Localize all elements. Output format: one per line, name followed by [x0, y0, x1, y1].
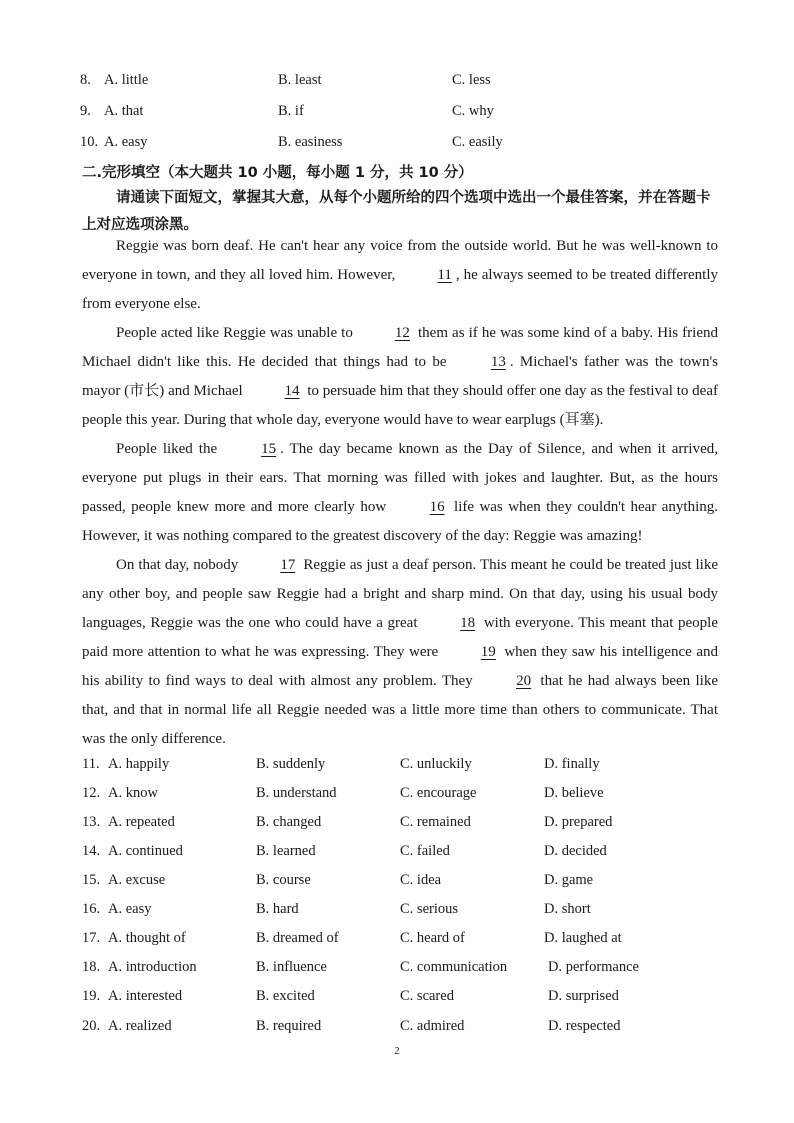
cloze-passage	[82, 232, 718, 754]
question-row-16	[82, 901, 722, 923]
blank-15: 15	[261, 441, 277, 457]
option-c: C. why	[452, 103, 494, 119]
option-d: D. prepared	[544, 814, 613, 830]
option-a: A. thought of	[108, 930, 186, 946]
question-number: 18.	[82, 959, 101, 975]
blank-17: 17	[280, 557, 296, 573]
option-c: C. less	[452, 72, 491, 88]
question-number: 19.	[82, 988, 101, 1004]
option-d: D. short	[544, 901, 591, 917]
option-b: B. easiness	[278, 134, 343, 150]
question-number: 11.	[82, 756, 100, 772]
question-number: 8.	[80, 72, 91, 88]
blank-16: 16	[429, 499, 445, 515]
question-number: 13.	[82, 814, 101, 830]
option-c: C. unluckily	[400, 756, 472, 772]
question-row-18	[82, 959, 722, 981]
option-c: C. idea	[400, 872, 442, 888]
option-a: A. introduction	[108, 959, 197, 975]
option-b: B. excited	[256, 988, 315, 1004]
question-row-15	[82, 872, 722, 894]
option-c: C. remained	[400, 814, 471, 830]
option-b: B. changed	[256, 814, 322, 830]
page-number: 2	[394, 1045, 400, 1057]
option-a: A. know	[108, 785, 158, 801]
question-row-12	[82, 785, 722, 807]
passage-paragraph-1: Reggie was born deaf. He can't hear any voice from the outside world. But he was well-known to everyone in town, and they all loved him. However, 11 , he always seemed to be treated differently from everyone else.	[82, 238, 718, 312]
option-a: A. realized	[108, 1018, 172, 1034]
option-b: B. understand	[256, 785, 337, 801]
option-c: C. failed	[400, 843, 450, 859]
blank-19: 19	[480, 644, 496, 660]
question-number: 14.	[82, 843, 101, 859]
question-row-9	[80, 103, 720, 125]
option-a: A. excuse	[108, 872, 166, 888]
question-row-13	[82, 814, 722, 836]
option-b: B. dreamed of	[256, 930, 339, 946]
blank-14: 14	[284, 383, 300, 399]
option-a: A. easy	[104, 134, 148, 150]
option-a: A. easy	[108, 901, 152, 917]
question-number: 9.	[80, 103, 91, 119]
question-row-10	[80, 134, 720, 156]
question-number: 20.	[82, 1018, 101, 1034]
option-d: D. respected	[548, 1018, 621, 1034]
question-row-8	[80, 72, 720, 94]
option-c: C. communication	[400, 959, 508, 975]
question-row-19	[82, 988, 722, 1010]
question-number: 16.	[82, 901, 101, 917]
passage-paragraph-3: People liked the 15 . The day became known as the Day of Silence, and when it arrived, everyone put plugs in their ears. That morning was filled with jokes and laughter. But, as the hours passed, people knew more and more clearly how 16 life was when they couldn't hear anything. However, it was nothing compared to the greatest discovery of the day: Reggie was amazing!	[82, 435, 718, 551]
question-row-14	[82, 843, 722, 865]
option-b: B. course	[256, 872, 311, 888]
option-a: A. happily	[108, 756, 170, 772]
option-d: D. surprised	[548, 988, 619, 1004]
option-a: A. interested	[108, 988, 183, 1004]
blank-11: 11	[437, 267, 452, 283]
blank-13: 13	[490, 354, 506, 370]
question-row-17	[82, 930, 722, 952]
section-heading: 二.完形填空（本大题共 10 小题，每小题 1 分，共 10 分）	[82, 165, 473, 181]
option-c: C. admired	[400, 1018, 465, 1034]
option-b: B. required	[256, 1018, 322, 1034]
option-b: B. if	[278, 103, 304, 119]
question-number: 10.	[80, 134, 99, 150]
option-d: D. finally	[544, 756, 600, 772]
option-d: D. decided	[544, 843, 607, 859]
option-d: D. laughed at	[544, 930, 622, 946]
option-b: B. least	[278, 72, 322, 88]
option-a: A. repeated	[108, 814, 175, 830]
passage-paragraph-2: People acted like Reggie was unable to 12 them as if he was some kind of a baby. His friend Michael didn't like this. He decided that things had to be 13 . Michael's father was the town's mayor (市长) and Michael 14 to persuade him that they should offer one day as the festival to deaf people this year. During that whole day, everyone would have to wear earplugs (耳塞).	[82, 319, 718, 435]
option-d: D. game	[544, 872, 594, 888]
blank-18: 18	[460, 615, 476, 631]
option-a: A. little	[104, 72, 149, 88]
option-c: C. encourage	[400, 785, 477, 801]
option-c: C. serious	[400, 901, 458, 917]
passage-paragraph-4: On that day, nobody 17 Reggie as just a deaf person. This meant he could be treated just like any other boy, and people saw Reggie had a bright and sharp mind. On that day, using his usual body languages, Reggie was the one who could have a great 18 with everyone. This meant that people paid more attention to what he was expressing. They were 19 when they saw his intelligence and his ability to find ways to deal with almost any problem. They 20 that he had always been like that, and that in normal life all Reggie needed was a little more time than others to communicate. That was the only difference.	[82, 551, 718, 754]
question-row-11	[82, 756, 722, 778]
option-c: C. scared	[400, 988, 454, 1004]
blank-12: 12	[394, 325, 410, 341]
option-c: C. easily	[452, 134, 503, 150]
section-instructions: 请通读下面短文，掌握其大意，从每个小题所给的四个选项中选出一个最佳答案，并在答题卡上对应选项涂黑。	[82, 190, 711, 233]
option-d: D. performance	[548, 959, 639, 975]
option-a: A. that	[104, 103, 144, 119]
question-number: 12.	[82, 785, 101, 801]
question-number: 15.	[82, 872, 101, 888]
question-number: 17.	[82, 930, 101, 946]
option-b: B. suddenly	[256, 756, 326, 772]
option-b: B. hard	[256, 901, 299, 917]
blank-20: 20	[516, 673, 532, 689]
option-c: C. heard of	[400, 930, 465, 946]
option-a: A. continued	[108, 843, 183, 859]
option-b: B. influence	[256, 959, 327, 975]
option-b: B. learned	[256, 843, 316, 859]
question-row-20	[82, 1018, 722, 1040]
option-d: D. believe	[544, 785, 604, 801]
